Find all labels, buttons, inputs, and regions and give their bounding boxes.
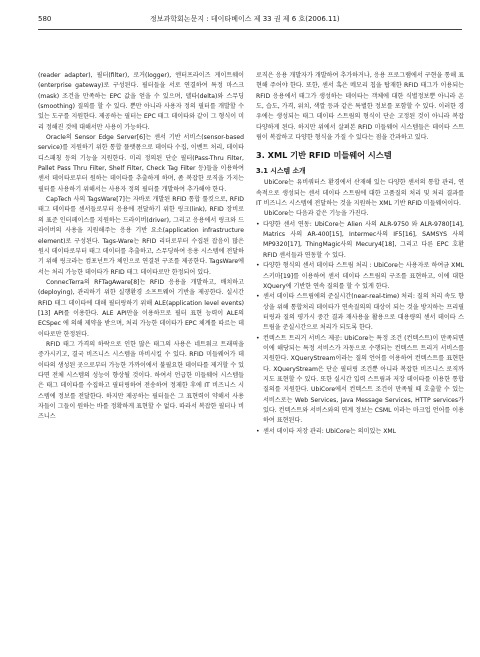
list-item: • 다양한 형식의 센서 데이타 스트림 처리 : UbiCore는 사용자로 하여금 XML 스키마[19]를 이용하여 센서 데이타 스트림의 구조를 표현하고, 이에 대한 XQuery에 기반한 연속 질의를 할 수 있게 한다. <box>256 261 464 292</box>
journal-title: 정보과학회논문지 : 데이타베이스 제 33 권 제 6 호(2006.11) <box>150 15 340 23</box>
body-paragraph: (reader adapter), 필터(filter), 로거(logger), 엔터프라이즈 게이트웨이(enterprise gateway)로 구성된다. 필터들을 서로 연결하여 특정 마스크(mask) 조건을 만족하는 EPC 값을 얻을 수 있으며, 델타(delta)와 스무딩(smoothing) 질의를 할 수 있다. 뿐만 아니라 사용자 정의 필터를 개발할 수 있는 도구를 지원한다. 제공하는 필터는 EPC 태그 데이타와 같이 그 형식이 미리 정해진 것에 대해서만 사용이 가능하다. <box>38 72 244 131</box>
body-paragraph: 로직은 응용 개발자가 개발하여 추가하거나, 응용 프로그램에서 구현을 통해 표현해 주어야 한다. 또한, 센서 혹은 메모리 칩을 탑재한 RFID 태그가 이용되는 RFID 응용에서 태그가 생성하는 데이타는 객체에 대한 식별정보뿐 아니라 온도, 습도, 가격, 위치, 색깔 등과 같은 특별한 정보를 포함할 수 있다. 이러한 경우에는 생성되는 태그 데이타 스트림의 형식이 단순 고정된 것이 아니라 복잡 다양하게 된다. 하지만 위에서 살펴본 RFID 미들웨어 시스템들은 데이타 스트림이 복잡하고 다양한 형식을 가질 수 있다는 점을 간과하고 있다. <box>256 72 464 142</box>
body-paragraph: CapTech 사의 TagsWare[7]는 자바로 개발된 RFID 통합 툴킷으로, RFID 태그 데이타를 센서들로부터 응용에 전달하기 위한 링크(link), RFID 장비로의 표준 인터페이스를 지원하는 드라이버(driver), 그리고 응용에서 링크와 드라이버의 사용을 지원해주는 응용 기반 요소(application infrastructure element)로 구성된다. Tags-Ware는 RFID 리더로부터 수집된 잡음이 많은 원시 데이타로부터 태그 데이터를 추출하고, 스무딩하여 응용 시스템에 전달하기 위해 링크라는 컴포넌트가 체인으로 연결된 구조를 제공한다. TagsWare에서는 처리 가능한 데이타가 RFID 태그 데이타로만 한정되어 있다. <box>38 196 244 276</box>
body-paragraph: Oracle의 Sensor Edge Server[6]는 센서 기반 서비스(sensor-based service)를 지원하기 위한 통합 플랫폼으로 데이타 수집, 이벤트 처리, 데이타 디스패칭 등의 기능을 지원한다. 미리 정의된 단순 필터(Pass-Thru Filter, Pallet Pass Thru Filter, Shelf Filter, Check Tag Filter 등)들을 이용하여 센서 데이타로부터 원하는 데이타를 추출하게 하며, 좀 복잡한 로직을 가지는 필터를 사용하기 위해서는 사용자 정의 필터를 개발하여 추가해야 한다. <box>38 134 244 193</box>
feature-list <box>256 220 464 437</box>
body-paragraph: UbiCore는 다음과 같은 기능을 가진다. <box>264 210 369 218</box>
list-item: • 컨텍스트 트리거 서비스 제공: UbiCore는 특정 조건 (컨텍스트)이 만족되면 이에 해당되는 특정 서비스가 자동으로 수행되는 컨텍스트 트리거 서비스를 지원한다. XQueryStream이라는 질의 언어를 이용하여 컨텍스트를 표현한다. XQueryStream은 단순 필터링 조건뿐 아니라 복잡한 비즈니스 로직까지도 표현할 수 있다. 또한 실시간 입력 스트림과 저장 데이타를 이용한 통합 질의를 지원한다. UbiCore에서 컨텍스트 조건이 만족될 때 호출할 수 있는 서비스로는 Web Services, Java Message Services, HTTP services가 있다. 컨텍스트와 서비스와의 연계 정보는 CSML 이라는 마크업 언어를 이용하여 표현된다. <box>256 334 464 427</box>
body-paragraph: RFID 태그 가격의 하락으로 인한 많은 태그의 사용은 네트워크 트래픽을 증가시키고, 결국 비즈니스 시스템을 마비시킬 수 있다. RFID 미들웨어가 데이타의 생성된 곳으로부터 가능한 가까이에서 불필요한 데이타를 제거할 수 있다면 전체 시스템의 성능이 향상될 것이다. 하여서 언급한 미들웨어 시스템들은 태그 데이타를 수집하고 필터링하여 전송하여 정제한 후에 IT 비즈니스 시스템에 정보를 전달한다. 하지만 제공하는 필터들은 그 표현력이 약해서 사용자들이 그들이 원하는 바를 정확하게 표현할 수 없다. 따라서 복잡한 필터나 비즈니스 <box>38 340 244 421</box>
running-header <box>38 12 462 26</box>
header-rule <box>38 29 462 30</box>
body-paragraph: ConnecTerra의 RFTagAware[8]는 RFID 응용을 개발하고, 배치하고(deploying), 관리하기 위한 실행환경 소프트웨어 기반을 제공한다. 실시간 RFID 태그 데이타에 대해 필터링하기 위해 ALE(application level events) [13] API를 이용한다. ALE API만을 이용하므로 필터 표현 능력이 ALE의 ECSpec 에 의해 제약을 받으며, 처리 가능한 데이타가 EPC 체계를 따르는 데이타로만 한정된다. <box>38 278 244 338</box>
list-item: • 센서 데이타 저장 관리: UbiCore는 의미있는 XML <box>256 427 464 437</box>
body-paragraph: UbiCore는 유비쿼터스 환경에서 산재해 있는 다양한 센서의 통합 관리, 연속적으로 생성되는 센서 데이타 스트림에 대한 고품질의 처리 및 처리 결과를 IT 비즈니스 시스템에 전달하는 것을 지원하는 XML 기반 RFID 미들웨어이다. <box>256 179 464 208</box>
subsection-heading: 3.1 시스템 소개 <box>256 167 306 176</box>
section-heading: 3. XML 기반 RFID 미들웨어 시스템 <box>256 150 392 161</box>
left-column <box>38 71 244 423</box>
list-item: • 센서 데이타 스트림에의 준실시간(near-real-time) 처리: 질의 처리 속도 향상을 위해 통합처리 데이타가 연속질의의 대상이 되는 것을 방지하는 프리필터링과 질의 평가시 중간 결과 재사용을 활용으로 대용량의 센서 데이타 스트림을 준실시간으로 처리가 되도록 한다. <box>256 292 464 333</box>
right-column <box>256 71 464 437</box>
list-item: • 다양한 센서 연동: UbiCore는 Alien 사의 ALR-9750 와 ALR-9780[14], Matrics 사의 AR-400[15], Intermec사의 IF5[16], SAMSYS 사의 MP9320[17], ThingMagic사의 Mecury4[18], 그리고 다른 EPC 호환 RFID 센서들과 연동할 수 있다. <box>256 220 464 261</box>
page-number: 580 <box>38 15 52 23</box>
